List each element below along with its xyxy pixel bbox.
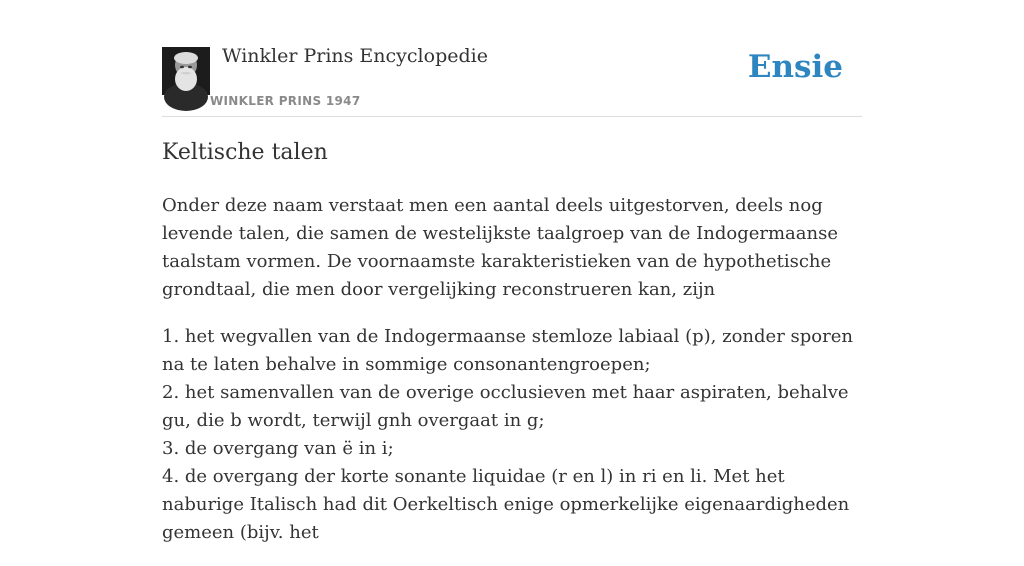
characteristics-list: [162, 323, 868, 547]
intro-paragraph: Onder deze naam verstaat men een aantal deels uitgestorven, deels nog levende talen, die samen de westelijkste taalgroep van de Indogermaanse taalstam vormen. De voornaamste karakteristieken van de hypothetische grondtaal, die men door vergelijking reconstrueren kan, zijn: [162, 195, 838, 300]
list-item: 3. de overgang van ë in i;: [162, 438, 394, 459]
publication-title[interactable]: Winkler Prins Encyclopedie: [222, 45, 488, 67]
list-item: 4. de overgang der korte sonante liquidae (r en l) in ri en li. Met het naburige Italisch had dit Oerkeltisch enige opmerkelijke eigenaardigheden gemeen (bijv. het: [162, 466, 850, 543]
article-title: Keltische talen: [162, 140, 328, 165]
portrait-avatar-icon[interactable]: [162, 47, 210, 95]
list-item: 1. het wegvallen van de Indogermaanse stemloze labiaal (p), zonder sporen na te laten behalve in sommige consonantengroepen;: [162, 326, 853, 375]
brand-logo[interactable]: Ensie: [747, 49, 843, 85]
list-item: 2. het samenvallen van de overige occlusieven met haar aspiraten, behalve gu, die b wordt, terwijl gnh overgaat in g;: [162, 382, 849, 431]
article-body: [162, 192, 868, 566]
header: [162, 0, 862, 117]
publication-subtitle: WINKLER PRINS 1947: [210, 94, 361, 108]
